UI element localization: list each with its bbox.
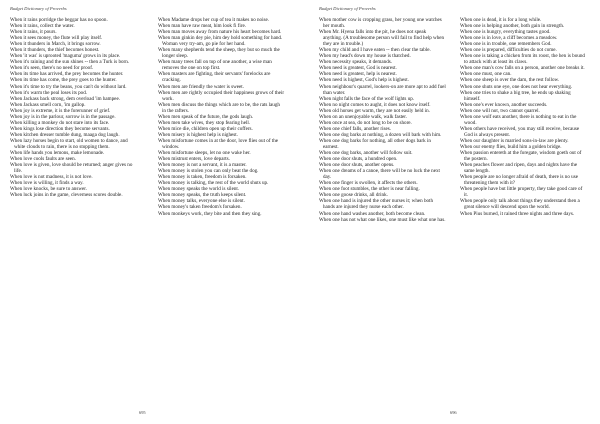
proverb-entry: When our daughter is married sons-in-law are plenty. <box>460 137 569 144</box>
running-head: Budget Dictionary of Proverbs <box>10 6 67 11</box>
proverb-entry: When love is willing, it finds a way. <box>10 180 84 187</box>
proverb-entry: When masters are fighting, their servants' forelocks are cracking. <box>158 71 271 84</box>
proverb-entry: When Madame drops her cup of tea it makes no noise. <box>158 17 270 23</box>
proverb-entry: When men speak of the future, the gods laugh. <box>158 113 254 120</box>
proverb-entry: When one has not what one likes, one must like what one has. <box>319 216 446 223</box>
proverb-entry: When killing a monkey do not stare into its face. <box>10 119 110 126</box>
proverb-entry: When old horses get warm, they are not easily held in. <box>319 107 430 114</box>
proverb-entry: When men are rightly occupied their happiness grows of their work. <box>158 89 285 102</box>
proverb-entry: When need is highest, God's help is highest. <box>319 77 409 84</box>
proverb-entry: When kings lose direction they become servants. <box>10 125 110 132</box>
proverb-entry: When men are friendly the water is sweet. <box>158 83 244 90</box>
proverb-entry: When life hands you lemons, make lemonade. <box>10 150 105 157</box>
proverb-entry: When one is taking a chicken from its roost, the hen is bound to attack with at least its claws. <box>460 53 585 66</box>
proverb-entry: When one is in love, a cliff becomes a meadow. <box>460 35 558 42</box>
proverb-entry: When one dog barks for nothing, all other dogs bark in earnest. <box>319 137 431 150</box>
proverb-entry: When people only talk about things they understand then a great silence will descend upon the world. <box>460 198 580 211</box>
proverb-entry: When mother cow is cropping grass, her young one watches her mouth. <box>319 17 442 30</box>
proverb-entry: When money speaks the world is silent. <box>158 186 240 193</box>
proverb-entry: When one is prepared, difficulties do not come. <box>460 47 557 54</box>
proverb-entry: When 'it was' is uprooted 'maguma' grows in its place. <box>10 53 121 60</box>
proverb-entry: When neighbour's quarrel, lookers-on are more apt to add fuel than water. <box>319 83 446 96</box>
proverb-entry: When night falls the face of the wolf lights up. <box>319 95 415 102</box>
proverb-entry: When it thunders, the thief becomes honest. <box>10 47 100 54</box>
running-head: Budget Dictionary of Proverbs <box>319 6 376 11</box>
proverb-entry: When misery is highest help is nighest. <box>158 131 238 138</box>
proverb-entry: When man have raw meat, him look fi fire. <box>158 23 246 30</box>
proverb-entry: When one dog barks, another will follow suit. <box>319 150 413 157</box>
proverb-entry: When money speaks, the truth keeps silent. <box>158 192 247 199</box>
proverb-entry: When people have but little property, they take good care of it. <box>460 186 583 199</box>
proverb-entry: When it's warm the peal loses its pod. <box>10 89 88 96</box>
proverb-entry: When one's ever known, another succeeds. <box>460 101 548 108</box>
proverb-entry: When money's taken freedom's forsaken. <box>158 204 242 211</box>
proverb-entry: When one wolf eats another, there is nothing to eat in the wood. <box>460 113 577 126</box>
proverb-entry: When Mr. Hyena falls into the pit, he does not speak anything. (A troublesome person will fail to find help when they are in trouble.) <box>319 29 445 48</box>
proverb-entry: When once at sea, do not long to be on shore. <box>319 119 412 126</box>
left-page-column-2 <box>158 17 285 217</box>
proverb-entry: When it's raining and the sun shines -- then a Turk is born. <box>10 59 130 66</box>
proverb-entry: When its time has arrived, the prey becomes the hunter. <box>10 71 124 78</box>
proverb-entry: When its time has come, the prey goes to the hunter. <box>10 77 117 84</box>
proverb-entry: When monkeys work, they bite and then they sing. <box>158 210 262 217</box>
proverb-entry: When people are no longer afraid of death, there is no use threatening them with it? <box>460 174 578 187</box>
proverb-entry: When money is taken, freedom is forsaken. <box>158 174 247 181</box>
right-page-column-2 <box>460 17 587 217</box>
proverb-entry: When others have received, you may still receive, because God is always present. <box>460 125 580 138</box>
proverb-entry: When mice die, children open up their coffers. <box>158 125 253 132</box>
proverb-entry: When one hand washes another, both become clean. <box>319 210 426 217</box>
proverb-entry: When love is not madness, it is not love. <box>10 174 93 181</box>
proverb-entry: When it rains porridge the beggar has no spoon. <box>10 17 108 23</box>
right-page-column-1 <box>319 17 446 223</box>
proverb-entry: When luck joins in the game, cleverness scores double. <box>10 192 123 199</box>
proverb-entry: When one door shuts, another opens. <box>319 162 395 169</box>
proverb-entry: When need is greatest, help is nearest. <box>319 71 397 78</box>
proverb-entry: When one door shuts, a hundred open. <box>319 156 398 163</box>
proverb-entry: When men take wives, they stop fearing hell. <box>158 119 251 126</box>
proverb-entry: When lazy horses begin to start, old women to dance, and white clouds to rain, there is no stopping them. <box>10 137 128 150</box>
proverb-entry: When need is greatest, God is nearest. <box>319 65 397 72</box>
proverb-entry: When our enemy flies, build him a golden bridge. <box>460 143 562 150</box>
proverb-entry: When one is dead, it is for a long while. <box>460 17 542 23</box>
proverb-entry: When joy is in the parlour, sorrow is in the passage. <box>10 113 116 120</box>
proverb-entry: When one sheep is over the dam, the rest follow. <box>460 77 560 84</box>
proverb-entry: When it rains, collect the water. <box>10 23 75 30</box>
proverb-entry: When it thunders in March, it brings sorrow. <box>10 41 101 48</box>
proverb-entry: When no night comes to aught, it does not know itself. <box>319 101 431 108</box>
proverb-entry: When it rains, it pours. <box>10 29 57 36</box>
proverb-entry: When one must, one can. <box>460 71 512 78</box>
proverb-entry: When one finger is swollen, it affects the others. <box>319 180 418 187</box>
proverb-entry: When on an unenjoyable walk, walk faster. <box>319 113 407 120</box>
proverb-entry: When love cools faults are seen. <box>10 156 76 163</box>
proverb-entry: When love knocks, be sure to answer. <box>10 186 87 193</box>
proverb-entry: When it's seen, there's no need for proof. <box>10 65 94 72</box>
proverb-entry: When one man's cow falls on a person, another one breaks it. <box>460 65 585 72</box>
proverb-entry: When one will not, two cannot quarrel. <box>460 107 540 114</box>
proverb-entry: When misfortune comes in at the door, love flies out of the window. <box>158 137 279 150</box>
proverb-entry: When passion entereth at the foregate, wisdom goeth out of the postern. <box>460 150 582 163</box>
proverb-entry: When money talks, everyone else is silent. <box>158 198 245 205</box>
proverb-entry: When many trees fall on top of one another, a wise man removes the one on top first. <box>158 59 272 72</box>
proverb-entry: When money is stolen you can only beat the dog. <box>158 168 259 175</box>
proverb-entry: When one dreams of a canoe, there will be no luck the next day. <box>319 168 440 181</box>
proverb-entry: When money is talking, the rest of the world shuts up. <box>158 180 269 187</box>
proverb-entry: When my child and I have eaten -- then clear the table. <box>319 47 431 54</box>
proverb-entry: When many shepherds tend the sheep, they but so much the longer sleep. <box>158 47 280 60</box>
right-page <box>300 0 600 424</box>
proverb-entry: When one hand is injured the other nurses it; when both hands are injured they nurse each other. <box>319 198 434 211</box>
proverb-entry: When one is helping another, both gain in strength. <box>460 23 565 30</box>
proverb-entry: When one dog barks at nothing, a dozen will bark with him. <box>319 131 442 138</box>
proverb-entry: When love is given, love should be returned; anger gives no life. <box>10 162 133 175</box>
proverb-entry: When man ginkin dey pie, him dey hold something for hand. Woman very try-am, go pie for her hand. <box>158 35 283 48</box>
proverb-entry: When money is not a servant, it is a master. <box>158 162 247 169</box>
proverb-entry: When Jackass back strong, dem overload 'im hampee. <box>10 95 120 102</box>
proverb-entry: When one shuts one eye, one does not hear everything. <box>460 83 573 90</box>
proverb-entry: When man moves away from nature his heart becomes hard. <box>158 29 282 36</box>
left-page-column-1 <box>10 17 137 198</box>
proverb-entry: When men discuss the things which are to be, the rats laugh in the rafters. <box>158 101 280 114</box>
proverb-entry: When kitchen dresser tumble dung, maaga dog laugh. <box>10 131 120 138</box>
proverb-entry: When one tries to shake a big tree, he ends up shaking himself. <box>460 89 571 102</box>
proverb-entry: When one is hungry, everything tastes good. <box>460 29 551 36</box>
proverb-entry: When misfortune sleeps, let no one wake her. <box>158 150 251 157</box>
proverb-entry: When one chief falls, another rises. <box>319 125 391 132</box>
proverb-entry: When mistrust enters, love departs. <box>158 156 230 163</box>
proverb-entry: When peaches flower and ripen, days and nights have the same length. <box>460 162 578 175</box>
page-number: 695 <box>139 410 146 415</box>
proverb-entry: When one foot stumbles, the other is near falling. <box>319 186 420 193</box>
proverb-entry: When Pius burned, it rained three nights and three days. <box>460 210 575 217</box>
proverb-entry: When my head's down my house is thatched. <box>319 53 411 60</box>
proverb-entry: When it's time to try the beans, you can't do without lard. <box>10 83 127 90</box>
proverb-entry: When Jackass smell corn, 'im gallop. <box>10 101 86 108</box>
proverb-entry: When one is in trouble, one remembers God. <box>460 41 552 48</box>
proverb-entry: When necessity speaks, it demands. <box>319 59 392 66</box>
proverb-entry: When it sees money, the flute will play itself. <box>10 35 103 42</box>
proverb-entry: When one goose drinks, all drink. <box>319 192 388 199</box>
proverb-entry: When joy is extreme, it is the forerunner of grief. <box>10 107 111 114</box>
page-number: 696 <box>450 410 457 415</box>
